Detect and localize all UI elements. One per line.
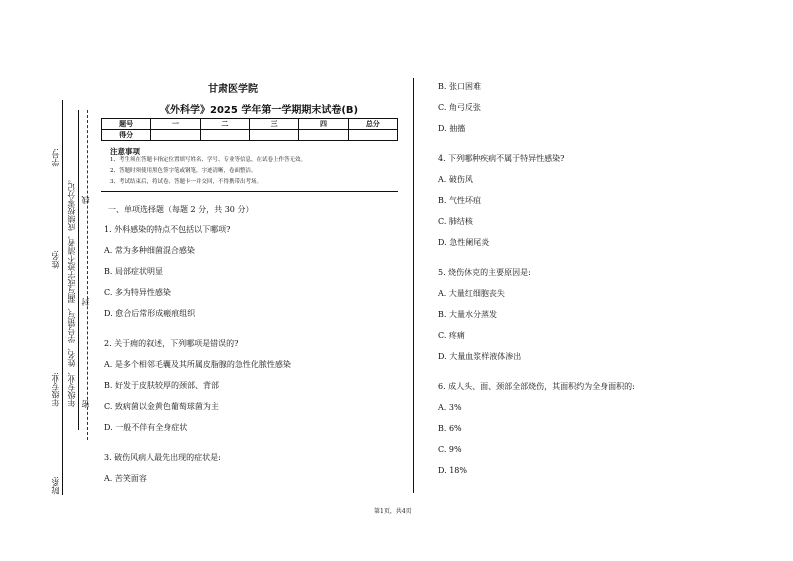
option-item[interactable]: D. 急性阑尾炎 xyxy=(438,238,490,247)
option-item[interactable]: B. 气性坏疽 xyxy=(438,196,481,205)
option-item[interactable]: D. 18% xyxy=(438,466,467,475)
option-item[interactable]: C. 角弓反张 xyxy=(438,103,481,112)
seal-char-3: 线 xyxy=(81,196,90,204)
score-table-score-row xyxy=(102,130,398,141)
question-stem: 2. 关于痈的叙述，下列哪项是错误的? xyxy=(104,339,239,348)
score-cell: 得分 xyxy=(102,130,151,141)
score-input-cell[interactable] xyxy=(299,130,348,141)
binding-dash-line xyxy=(87,110,88,440)
question-stem: 5. 烧伤休克的主要原因是: xyxy=(438,268,531,277)
option-item[interactable]: B. 局部症状明显 xyxy=(104,267,163,276)
score-input-cell[interactable] xyxy=(200,130,249,141)
option-item[interactable]: C. 多为特异性感染 xyxy=(104,288,171,297)
score-input-cell[interactable] xyxy=(151,130,200,141)
option-item[interactable]: B. 6% xyxy=(438,424,462,433)
score-table-header-row xyxy=(102,119,398,130)
option-item[interactable]: B. 好发于皮肤较厚的颈部、背部 xyxy=(104,381,219,390)
option-item[interactable]: D. 抽搐 xyxy=(438,124,466,133)
score-cell: 总分 xyxy=(348,119,397,130)
binding-line-outer xyxy=(62,100,63,495)
option-item[interactable]: D. 愈合后常形成瘢痕组织 xyxy=(104,309,196,318)
score-cell: 题号 xyxy=(102,119,151,130)
name-label: 姓名: xyxy=(51,250,60,269)
option-item[interactable]: A. 3% xyxy=(438,403,462,412)
option-item[interactable]: A. 苦笑面容 xyxy=(104,474,147,483)
option-item[interactable]: A. 是多个相邻毛囊及其所属皮脂腺的急性化脓性感染 xyxy=(104,360,291,369)
section-title: 一、单项选择题（每题 2 分，共 30 分） xyxy=(108,205,254,214)
binding-notice: 年级专业、姓名、学号错写、漏写或字迹不清者，成绩按零分记。 xyxy=(67,175,76,407)
score-table xyxy=(101,118,398,141)
class-label: 年级专业: xyxy=(51,372,60,407)
binding-line-inner xyxy=(78,110,79,430)
option-item[interactable]: B. 大量水分蒸发 xyxy=(438,310,497,319)
student-id-label: 学号: xyxy=(51,148,60,167)
option-item[interactable]: A. 破伤风 xyxy=(438,175,473,184)
option-item[interactable]: A. 大量红细胞丧失 xyxy=(438,289,505,298)
score-cell: 一 xyxy=(151,119,200,130)
seal-char-1: 密 xyxy=(81,400,90,408)
notice-item: 2、答题时须使用黑色签字笔或钢笔，字迹清晰，卷面整洁。 xyxy=(110,168,257,174)
exam-title: 《外科学》2025 学年第一学期期末试卷(B) xyxy=(160,105,359,116)
school-name: 甘肃医学院 xyxy=(208,84,258,95)
question-stem: 6. 成人头、面、颈部全部烧伤，其面积约为全身面积的: xyxy=(438,382,635,391)
option-item[interactable]: A. 常为多种细菌混合感染 xyxy=(104,246,195,255)
seal-char-2: 封 xyxy=(81,298,90,306)
score-cell: 四 xyxy=(299,119,348,130)
question-stem: 4. 下列哪种疾病不属于特异性感染? xyxy=(438,154,565,163)
question-stem: 3. 破伤风病人最先出现的症状是: xyxy=(104,453,221,462)
page-number: 第1页，共4页 xyxy=(374,508,412,515)
score-cell: 二 xyxy=(200,119,249,130)
score-cell: 三 xyxy=(249,119,298,130)
option-item[interactable]: D. 大量血浆样液体渗出 xyxy=(438,352,522,361)
notice-heading: 注意事项 xyxy=(110,147,140,156)
notice-divider xyxy=(101,191,398,192)
notice-item: 3、考试结束后，将试卷、答题卡一并交回，不得携带出考场。 xyxy=(110,179,263,185)
option-item[interactable]: C. 疼痛 xyxy=(438,331,465,340)
question-stem: 1. 外科感染的特点不包括以下哪项? xyxy=(104,225,231,234)
option-item[interactable]: B. 张口困难 xyxy=(438,82,481,91)
option-item[interactable]: D. 一般不伴有全身症状 xyxy=(104,423,188,432)
option-item[interactable]: C. 肺结核 xyxy=(438,217,473,226)
school-label: 院系: xyxy=(51,476,60,495)
score-input-cell[interactable] xyxy=(348,130,397,141)
notice-item: 1、考生须在答题卡指定位置填写姓名、学号、专业等信息，在试卷上作答无效。 xyxy=(110,157,307,163)
score-input-cell[interactable] xyxy=(249,130,298,141)
option-item[interactable]: C. 9% xyxy=(438,445,462,454)
column-divider xyxy=(413,78,414,493)
option-item[interactable]: C. 致病菌以金黄色葡萄球菌为主 xyxy=(104,402,219,411)
